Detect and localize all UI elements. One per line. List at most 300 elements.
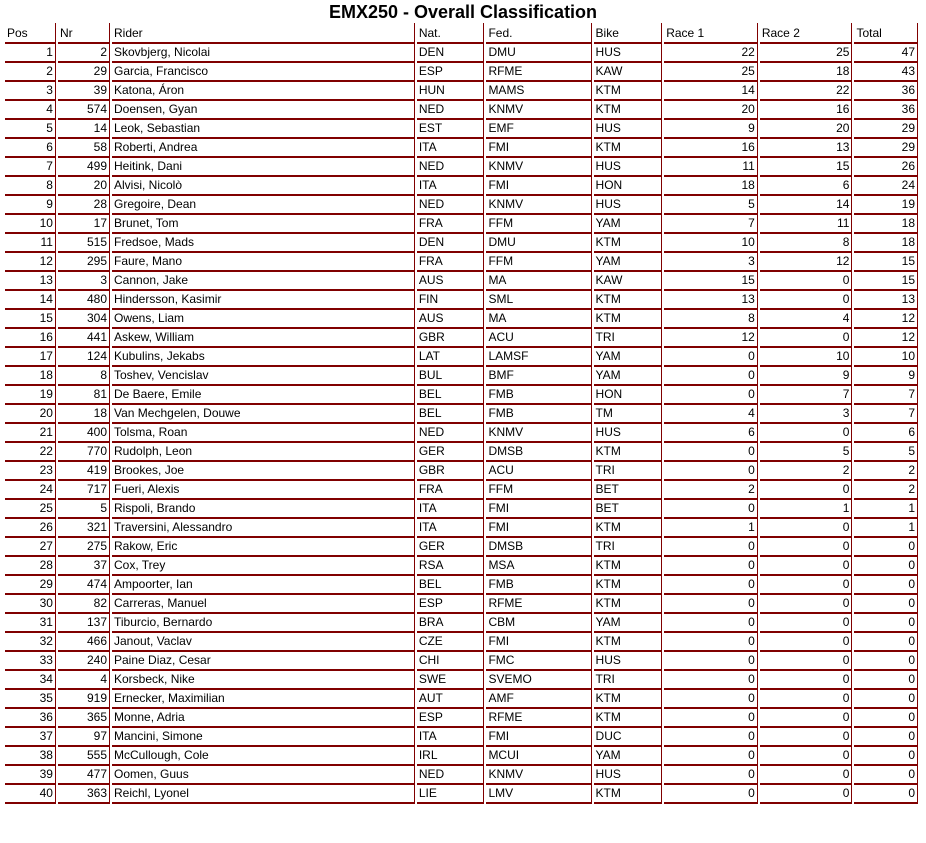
cell-rider: Cox, Trey	[112, 557, 415, 576]
cell-pos: 31	[5, 614, 56, 633]
cell-bike: TRI	[594, 671, 663, 690]
cell-fed: ACU	[486, 329, 591, 348]
cell-race1: 0	[664, 709, 758, 728]
cell-nat: BEL	[417, 386, 485, 405]
cell-nat: LAT	[417, 348, 485, 367]
cell-nat: BEL	[417, 405, 485, 424]
table-row	[5, 310, 918, 329]
cell-pos: 2	[5, 63, 56, 82]
cell-bike: HUS	[594, 44, 663, 63]
cell-total: 0	[854, 690, 918, 709]
cell-pos: 35	[5, 690, 56, 709]
cell-rider: Paine Diaz, Cesar	[112, 652, 415, 671]
cell-total: 15	[854, 253, 918, 272]
cell-total: 7	[854, 405, 918, 424]
cell-race2: 0	[760, 329, 853, 348]
cell-race2: 0	[760, 595, 853, 614]
cell-pos: 12	[5, 253, 56, 272]
cell-fed: KNMV	[486, 158, 591, 177]
cell-nat: BUL	[417, 367, 485, 386]
cell-fed: KNMV	[486, 196, 591, 215]
cell-race2: 0	[760, 633, 853, 652]
cell-nr: 515	[58, 234, 110, 253]
cell-fed: FMI	[486, 519, 591, 538]
cell-nat: AUS	[417, 272, 485, 291]
cell-nr: 58	[58, 139, 110, 158]
cell-total: 0	[854, 709, 918, 728]
header-race1: Race 1	[664, 23, 758, 44]
cell-race1: 0	[664, 595, 758, 614]
cell-fed: FMC	[486, 652, 591, 671]
cell-rider: Van Mechgelen, Douwe	[112, 405, 415, 424]
cell-rider: Rudolph, Leon	[112, 443, 415, 462]
cell-pos: 33	[5, 652, 56, 671]
cell-rider: Fredsoe, Mads	[112, 234, 415, 253]
cell-rider: Fueri, Alexis	[112, 481, 415, 500]
cell-race2: 6	[760, 177, 853, 196]
cell-rider: Cannon, Jake	[112, 272, 415, 291]
cell-nr: 419	[58, 462, 110, 481]
cell-bike: KTM	[594, 443, 663, 462]
cell-race1: 0	[664, 747, 758, 766]
cell-race1: 0	[664, 576, 758, 595]
cell-nat: ESP	[417, 709, 485, 728]
cell-race1: 10	[664, 234, 758, 253]
cell-rider: Doensen, Gyan	[112, 101, 415, 120]
cell-fed: FMB	[486, 405, 591, 424]
cell-race1: 22	[664, 44, 758, 63]
cell-pos: 40	[5, 785, 56, 804]
cell-pos: 34	[5, 671, 56, 690]
cell-bike: KTM	[594, 310, 663, 329]
cell-fed: KNMV	[486, 424, 591, 443]
table-row	[5, 614, 918, 633]
table-row	[5, 690, 918, 709]
cell-bike: HUS	[594, 120, 663, 139]
cell-bike: KTM	[594, 139, 663, 158]
header-nat: Nat.	[417, 23, 485, 44]
cell-race1: 1	[664, 519, 758, 538]
cell-race2: 0	[760, 690, 853, 709]
cell-total: 0	[854, 557, 918, 576]
cell-race2: 0	[760, 709, 853, 728]
cell-nr: 14	[58, 120, 110, 139]
cell-nat: SWE	[417, 671, 485, 690]
cell-race1: 0	[664, 386, 758, 405]
cell-nat: FRA	[417, 215, 485, 234]
cell-rider: Ampoorter, Ian	[112, 576, 415, 595]
table-row	[5, 386, 918, 405]
cell-rider: Mancini, Simone	[112, 728, 415, 747]
cell-pos: 23	[5, 462, 56, 481]
cell-bike: KTM	[594, 519, 663, 538]
cell-pos: 37	[5, 728, 56, 747]
table-row	[5, 101, 918, 120]
cell-nr: 240	[58, 652, 110, 671]
cell-nr: 29	[58, 63, 110, 82]
cell-nat: NED	[417, 101, 485, 120]
cell-race2: 15	[760, 158, 853, 177]
table-row	[5, 196, 918, 215]
cell-bike: HUS	[594, 424, 663, 443]
cell-total: 2	[854, 462, 918, 481]
cell-nat: HUN	[417, 82, 485, 101]
cell-race1: 7	[664, 215, 758, 234]
cell-nat: GER	[417, 443, 485, 462]
cell-nr: 4	[58, 671, 110, 690]
cell-fed: LMV	[486, 785, 591, 804]
cell-race2: 1	[760, 500, 853, 519]
table-row	[5, 329, 918, 348]
table-row	[5, 139, 918, 158]
cell-bike: KTM	[594, 101, 663, 120]
cell-fed: FMI	[486, 633, 591, 652]
cell-total: 24	[854, 177, 918, 196]
cell-pos: 6	[5, 139, 56, 158]
table-row	[5, 766, 918, 785]
cell-total: 47	[854, 44, 918, 63]
cell-fed: FMI	[486, 728, 591, 747]
cell-total: 18	[854, 234, 918, 253]
cell-nr: 400	[58, 424, 110, 443]
cell-total: 6	[854, 424, 918, 443]
cell-nr: 304	[58, 310, 110, 329]
cell-nr: 474	[58, 576, 110, 595]
header-bike: Bike	[594, 23, 663, 44]
cell-race2: 0	[760, 671, 853, 690]
cell-bike: TRI	[594, 329, 663, 348]
cell-pos: 15	[5, 310, 56, 329]
cell-nat: ITA	[417, 519, 485, 538]
cell-race2: 25	[760, 44, 853, 63]
cell-total: 19	[854, 196, 918, 215]
cell-pos: 24	[5, 481, 56, 500]
cell-race2: 9	[760, 367, 853, 386]
cell-pos: 17	[5, 348, 56, 367]
table-row	[5, 652, 918, 671]
cell-race1: 0	[664, 443, 758, 462]
table-row	[5, 519, 918, 538]
cell-race2: 0	[760, 614, 853, 633]
header-total: Total	[854, 23, 918, 44]
cell-nr: 574	[58, 101, 110, 120]
table-row	[5, 272, 918, 291]
cell-race1: 0	[664, 538, 758, 557]
cell-rider: Faure, Mano	[112, 253, 415, 272]
table-row	[5, 557, 918, 576]
table-row	[5, 709, 918, 728]
cell-total: 9	[854, 367, 918, 386]
cell-total: 0	[854, 614, 918, 633]
cell-race1: 0	[664, 766, 758, 785]
cell-rider: Gregoire, Dean	[112, 196, 415, 215]
cell-nat: ESP	[417, 595, 485, 614]
cell-total: 36	[854, 82, 918, 101]
cell-race2: 0	[760, 481, 853, 500]
cell-rider: Owens, Liam	[112, 310, 415, 329]
cell-bike: HUS	[594, 766, 663, 785]
cell-bike: KTM	[594, 234, 663, 253]
cell-race2: 0	[760, 519, 853, 538]
cell-rider: Reichl, Lyonel	[112, 785, 415, 804]
cell-race1: 0	[664, 633, 758, 652]
table-row	[5, 538, 918, 557]
cell-nr: 5	[58, 500, 110, 519]
cell-race1: 25	[664, 63, 758, 82]
cell-nr: 8	[58, 367, 110, 386]
cell-pos: 16	[5, 329, 56, 348]
cell-nat: FRA	[417, 481, 485, 500]
cell-pos: 39	[5, 766, 56, 785]
cell-race2: 0	[760, 747, 853, 766]
header-race2: Race 2	[760, 23, 853, 44]
table-body	[5, 44, 918, 804]
table-row	[5, 785, 918, 804]
cell-race1: 0	[664, 462, 758, 481]
cell-total: 43	[854, 63, 918, 82]
cell-race1: 14	[664, 82, 758, 101]
cell-nat: NED	[417, 196, 485, 215]
cell-race1: 16	[664, 139, 758, 158]
cell-rider: Leok, Sebastian	[112, 120, 415, 139]
cell-pos: 19	[5, 386, 56, 405]
cell-bike: HON	[594, 386, 663, 405]
table-row	[5, 405, 918, 424]
cell-total: 0	[854, 671, 918, 690]
cell-rider: Brookes, Joe	[112, 462, 415, 481]
cell-total: 10	[854, 348, 918, 367]
cell-race1: 6	[664, 424, 758, 443]
cell-nr: 365	[58, 709, 110, 728]
cell-race1: 18	[664, 177, 758, 196]
cell-total: 0	[854, 747, 918, 766]
cell-bike: HON	[594, 177, 663, 196]
cell-bike: KTM	[594, 690, 663, 709]
cell-nr: 97	[58, 728, 110, 747]
cell-total: 26	[854, 158, 918, 177]
page-title: EMX250 - Overall Classification	[328, 2, 598, 22]
cell-fed: DMU	[486, 44, 591, 63]
cell-race1: 0	[664, 348, 758, 367]
cell-nat: GBR	[417, 329, 485, 348]
cell-nr: 919	[58, 690, 110, 709]
cell-bike: KTM	[594, 557, 663, 576]
cell-nr: 441	[58, 329, 110, 348]
cell-pos: 11	[5, 234, 56, 253]
cell-nat: NED	[417, 158, 485, 177]
cell-pos: 21	[5, 424, 56, 443]
cell-nr: 82	[58, 595, 110, 614]
cell-nr: 295	[58, 253, 110, 272]
cell-rider: McCullough, Cole	[112, 747, 415, 766]
table-row	[5, 576, 918, 595]
cell-fed: DMSB	[486, 443, 591, 462]
cell-pos: 26	[5, 519, 56, 538]
cell-rider: Oomen, Guus	[112, 766, 415, 785]
cell-total: 1	[854, 519, 918, 538]
cell-rider: Askew, William	[112, 329, 415, 348]
cell-race2: 16	[760, 101, 853, 120]
cell-fed: FFM	[486, 215, 591, 234]
cell-race2: 10	[760, 348, 853, 367]
cell-bike: YAM	[594, 367, 663, 386]
cell-race1: 0	[664, 367, 758, 386]
cell-rider: Tolsma, Roan	[112, 424, 415, 443]
cell-race2: 12	[760, 253, 853, 272]
cell-fed: ACU	[486, 462, 591, 481]
cell-total: 0	[854, 766, 918, 785]
cell-bike: YAM	[594, 253, 663, 272]
cell-nat: CHI	[417, 652, 485, 671]
cell-fed: SVEMO	[486, 671, 591, 690]
cell-race1: 8	[664, 310, 758, 329]
cell-total: 0	[854, 728, 918, 747]
cell-pos: 36	[5, 709, 56, 728]
cell-race1: 2	[664, 481, 758, 500]
cell-pos: 1	[5, 44, 56, 63]
header-rider: Rider	[112, 23, 415, 44]
cell-total: 18	[854, 215, 918, 234]
cell-pos: 13	[5, 272, 56, 291]
cell-race1: 5	[664, 196, 758, 215]
cell-total: 29	[854, 139, 918, 158]
cell-rider: Korsbeck, Nike	[112, 671, 415, 690]
cell-pos: 28	[5, 557, 56, 576]
cell-fed: FFM	[486, 253, 591, 272]
cell-nr: 39	[58, 82, 110, 101]
table-row	[5, 253, 918, 272]
cell-nat: BEL	[417, 576, 485, 595]
table-row	[5, 443, 918, 462]
cell-bike: HUS	[594, 158, 663, 177]
cell-fed: MCUI	[486, 747, 591, 766]
cell-total: 0	[854, 576, 918, 595]
cell-race1: 11	[664, 158, 758, 177]
table-row	[5, 595, 918, 614]
cell-race2: 0	[760, 576, 853, 595]
cell-nr: 275	[58, 538, 110, 557]
cell-rider: Janout, Vaclav	[112, 633, 415, 652]
table-row	[5, 671, 918, 690]
cell-nat: FIN	[417, 291, 485, 310]
cell-total: 0	[854, 633, 918, 652]
cell-nat: NED	[417, 424, 485, 443]
classification-table	[3, 23, 920, 804]
cell-nat: ITA	[417, 500, 485, 519]
cell-rider: Ernecker, Maximilian	[112, 690, 415, 709]
cell-total: 12	[854, 329, 918, 348]
cell-nr: 717	[58, 481, 110, 500]
cell-fed: MSA	[486, 557, 591, 576]
cell-rider: Monne, Adria	[112, 709, 415, 728]
header-row	[5, 23, 918, 44]
cell-rider: Roberti, Andrea	[112, 139, 415, 158]
cell-nr: 2	[58, 44, 110, 63]
cell-pos: 27	[5, 538, 56, 557]
cell-nat: BRA	[417, 614, 485, 633]
cell-nat: GER	[417, 538, 485, 557]
cell-bike: KTM	[594, 291, 663, 310]
cell-fed: DMU	[486, 234, 591, 253]
cell-race2: 0	[760, 538, 853, 557]
cell-race2: 3	[760, 405, 853, 424]
cell-fed: DMSB	[486, 538, 591, 557]
cell-race2: 0	[760, 272, 853, 291]
cell-race2: 22	[760, 82, 853, 101]
cell-pos: 38	[5, 747, 56, 766]
cell-bike: KTM	[594, 82, 663, 101]
cell-nr: 28	[58, 196, 110, 215]
cell-rider: Alvisi, Nicolò	[112, 177, 415, 196]
cell-race2: 0	[760, 291, 853, 310]
cell-fed: MAMS	[486, 82, 591, 101]
table-row	[5, 747, 918, 766]
cell-fed: AMF	[486, 690, 591, 709]
table-row	[5, 424, 918, 443]
cell-race2: 0	[760, 785, 853, 804]
cell-nr: 18	[58, 405, 110, 424]
cell-pos: 3	[5, 82, 56, 101]
cell-race2: 8	[760, 234, 853, 253]
cell-fed: FMI	[486, 177, 591, 196]
cell-pos: 7	[5, 158, 56, 177]
cell-fed: FMB	[486, 386, 591, 405]
cell-bike: YAM	[594, 614, 663, 633]
cell-pos: 10	[5, 215, 56, 234]
cell-rider: Rakow, Eric	[112, 538, 415, 557]
cell-fed: FFM	[486, 481, 591, 500]
cell-rider: Heitink, Dani	[112, 158, 415, 177]
cell-race2: 14	[760, 196, 853, 215]
cell-nr: 363	[58, 785, 110, 804]
cell-fed: MA	[486, 272, 591, 291]
table-row	[5, 481, 918, 500]
cell-race1: 0	[664, 671, 758, 690]
cell-bike: TRI	[594, 538, 663, 557]
cell-bike: KTM	[594, 633, 663, 652]
cell-total: 12	[854, 310, 918, 329]
cell-pos: 32	[5, 633, 56, 652]
cell-pos: 9	[5, 196, 56, 215]
cell-pos: 22	[5, 443, 56, 462]
cell-rider: Garcia, Francisco	[112, 63, 415, 82]
cell-nat: CZE	[417, 633, 485, 652]
cell-race2: 11	[760, 215, 853, 234]
cell-total: 29	[854, 120, 918, 139]
cell-total: 2	[854, 481, 918, 500]
cell-bike: KTM	[594, 595, 663, 614]
cell-bike: KAW	[594, 272, 663, 291]
table-row	[5, 462, 918, 481]
cell-race2: 7	[760, 386, 853, 405]
cell-race1: 15	[664, 272, 758, 291]
table-row	[5, 158, 918, 177]
cell-race2: 13	[760, 139, 853, 158]
cell-nat: LIE	[417, 785, 485, 804]
cell-nat: EST	[417, 120, 485, 139]
cell-pos: 18	[5, 367, 56, 386]
cell-pos: 29	[5, 576, 56, 595]
cell-nr: 124	[58, 348, 110, 367]
cell-race2: 18	[760, 63, 853, 82]
cell-race2: 0	[760, 728, 853, 747]
cell-rider: Tiburcio, Bernardo	[112, 614, 415, 633]
cell-bike: TM	[594, 405, 663, 424]
table-row	[5, 500, 918, 519]
cell-total: 5	[854, 443, 918, 462]
cell-race1: 0	[664, 728, 758, 747]
cell-fed: KNMV	[486, 101, 591, 120]
